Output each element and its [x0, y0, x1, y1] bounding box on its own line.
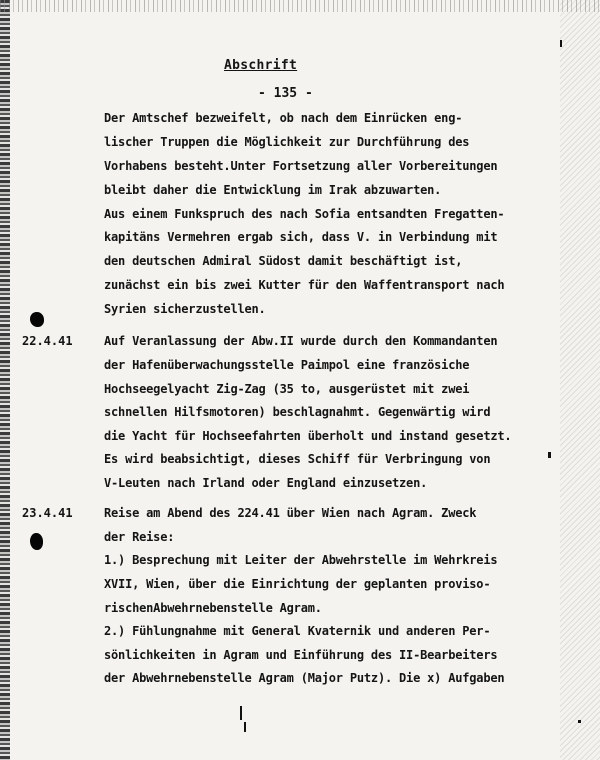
text-line: Syrien sicherzustellen.: [104, 302, 266, 316]
text-line: Es wird beabsichtigt, dieses Schiff für Verbringung von: [104, 452, 491, 466]
page-number: - 135 -: [258, 86, 313, 101]
text-line: V-Leuten nach Irland oder England einzusetzen.: [104, 476, 428, 490]
scan-speck: [240, 706, 242, 720]
text-line: XVII, Wien, über die Einrichtung der geplanten proviso-: [104, 577, 491, 591]
scan-edge-right: [560, 0, 600, 760]
text-line: der Reise:: [104, 530, 175, 544]
text-line: der Hafenüberwachungsstelle Paimpol eine französiche: [104, 358, 470, 372]
text-line: Vorhabens besteht.Unter Fortsetzung aller Vorbereitungen: [104, 159, 498, 173]
text-line: die Yacht für Hochseefahrten überholt und instand gesetzt.: [104, 429, 512, 443]
entry-date: 23.4.41: [22, 506, 73, 520]
scan-speck: [548, 452, 551, 458]
text-line: zunächst ein bis zwei Kutter für den Waffentransport nach: [104, 278, 505, 292]
scan-edge-left: [0, 0, 10, 760]
text-line: Hochseegelyacht Zig-Zag (35 to, ausgerüstet mit zwei: [104, 382, 470, 396]
document-title: Abschrift: [224, 58, 298, 73]
text-line: Auf Veranlassung der Abw.II wurde durch den Kommandanten: [104, 334, 498, 348]
text-line: 1.) Besprechung mit Leiter der Abwehrstelle im Wehrkreis: [104, 553, 498, 567]
text-line: Der Amtschef bezweifelt, ob nach dem Einrücken eng-: [104, 111, 463, 125]
text-line: den deutschen Admiral Südost damit beschäftigt ist,: [104, 254, 463, 268]
text-line: Reise am Abend des 224.41 über Wien nach Agram. Zweck: [104, 506, 477, 520]
text-line: rischenAbwehrnebenstelle Agram.: [104, 601, 322, 615]
text-line: lischer Truppen die Möglichkeit zur Durchführung des: [104, 135, 470, 149]
text-line: 2.) Fühlungnahme mit General Kvaternik und anderen Per-: [104, 624, 491, 638]
scan-speck: [244, 722, 246, 732]
text-line: kapitäns Vermehren ergab sich, dass V. in Verbindung mit: [104, 230, 498, 244]
scan-speck: [578, 720, 581, 723]
scan-edge-top: [0, 0, 600, 12]
text-line: sönlichkeiten in Agram und Einführung des II-Bearbeiters: [104, 648, 498, 662]
punch-hole-mark: [30, 312, 44, 327]
punch-hole-mark: [30, 533, 43, 550]
text-line: der Abwehrnebenstelle Agram (Major Putz). Die x) Aufgaben: [104, 671, 505, 685]
text-line: Aus einem Funkspruch des nach Sofia entsandten Fregatten-: [104, 207, 505, 221]
text-line: schnellen Hilfsmotoren) beschlagnahmt. Gegenwärtig wird: [104, 405, 491, 419]
entry-date: 22.4.41: [22, 334, 73, 348]
text-line: bleibt daher die Entwicklung im Irak abzuwarten.: [104, 183, 442, 197]
scan-speck: [560, 40, 562, 47]
